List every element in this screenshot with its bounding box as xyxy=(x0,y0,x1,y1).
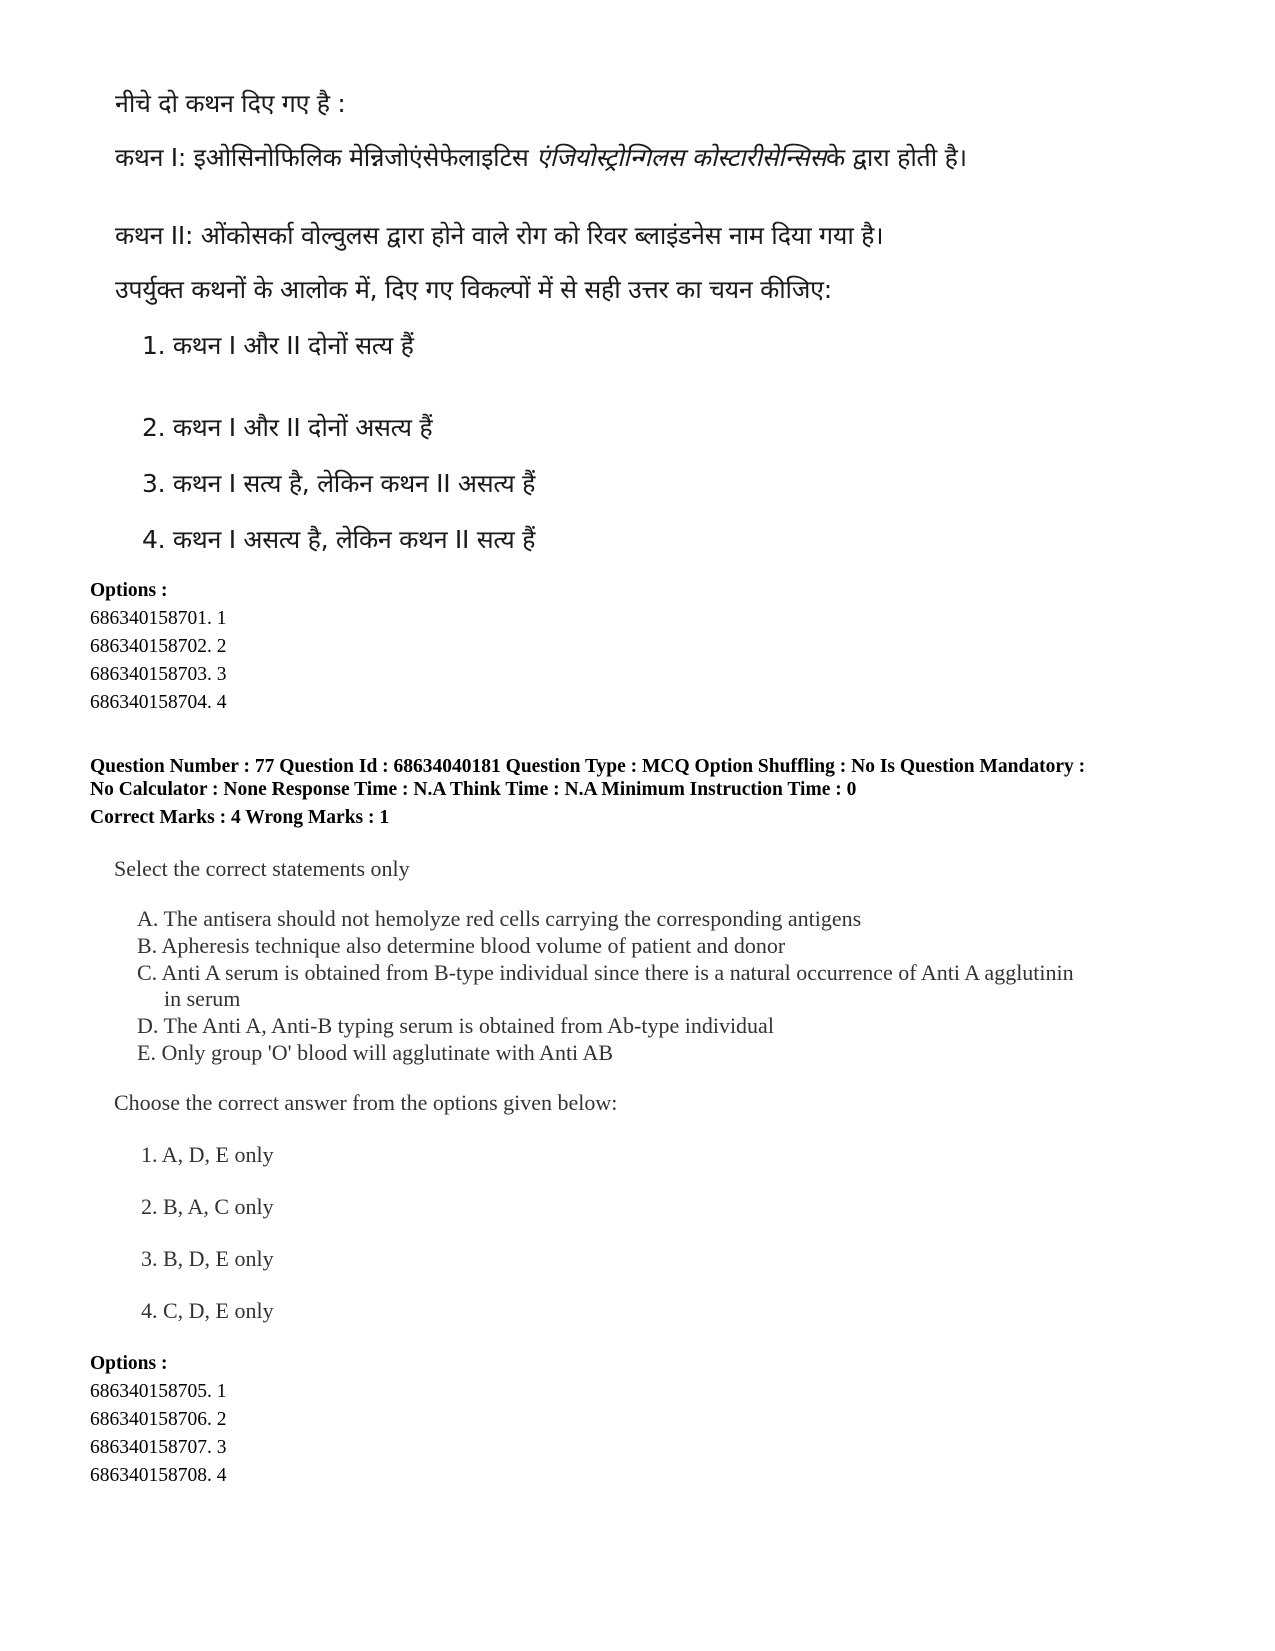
q77-choice-3: 3. B, D, E only xyxy=(141,1246,274,1271)
q76-statement-1-italic: एंजियोस्ट्रोन्गिलस कोस्टारीसेन्सिस xyxy=(536,143,826,172)
q77-option-2: 686340158706. 2 xyxy=(90,1409,227,1430)
q77-choice-2: 2. B, A, C only xyxy=(141,1194,274,1219)
q76-statement-1-suffix: के द्वारा होती है। xyxy=(825,143,967,172)
q77-meta-line-1: Question Number : 77 Question Id : 68634040181 Question Type : MCQ Option Shuffling : No Is Question Mandatory : xyxy=(90,756,1086,777)
q76-intro: नीचे दो कथन दिए गए है : xyxy=(115,89,346,118)
q76-option-2: 686340158702. 2 xyxy=(90,636,227,657)
q76-choice-3: 3. कथन I सत्य है, लेकिन कथन II असत्य हैं xyxy=(142,469,536,498)
q76-statement-1 xyxy=(115,140,967,174)
q76-instruction: उपर्युक्त कथनों के आलोक में, दिए गए विकल्पों में से सही उत्तर का चयन कीजिए: xyxy=(115,275,832,304)
q77-meta-line-3: Correct Marks : 4 Wrong Marks : 1 xyxy=(90,807,390,828)
q77-statement-e: E. Only group 'O' blood will agglutinate with Anti AB xyxy=(137,1040,614,1065)
q77-statement-c: C. Anti A serum is obtained from B-type individual since there is a natural occurrence of Anti A agglutinin xyxy=(137,960,1074,985)
q77-meta-line-2: No Calculator : None Response Time : N.A Think Time : N.A Minimum Instruction Time : 0 xyxy=(90,779,857,800)
q77-option-4: 686340158708. 4 xyxy=(90,1465,227,1486)
q76-option-3: 686340158703. 3 xyxy=(90,664,227,685)
q77-statement-c-cont: in serum xyxy=(164,986,241,1011)
q76-choice-2: 2. कथन I और II दोनों असत्य हैं xyxy=(142,413,433,442)
q77-option-1: 686340158705. 1 xyxy=(90,1381,227,1402)
q76-statement-1-prefix: कथन I: इओसिनोफिलिक मेन्निजोएंसेफेलाइटिस xyxy=(115,143,529,172)
q76-choice-1: 1. कथन I और II दोनों सत्य हैं xyxy=(142,331,414,360)
q77-choice-1: 1. A, D, E only xyxy=(141,1142,274,1167)
q77-options-label: Options : xyxy=(90,1353,168,1374)
q77-option-3: 686340158707. 3 xyxy=(90,1437,227,1458)
q77-statement-b: B. Apheresis technique also determine blood volume of patient and donor xyxy=(137,933,786,958)
q77-prompt: Select the correct statements only xyxy=(114,856,410,881)
q76-choice-4: 4. कथन I असत्य है, लेकिन कथन II सत्य हैं xyxy=(142,525,536,554)
q77-statement-a: A. The antisera should not hemolyze red cells carrying the corresponding antigens xyxy=(137,906,862,931)
q76-option-4: 686340158704. 4 xyxy=(90,692,227,713)
q76-statement-2: कथन II: ओंकोसर्का वोल्वुलस द्वारा होने वाले रोग को रिवर ब्लाइंडनेस नाम दिया गया है। xyxy=(115,221,884,250)
q77-instruction: Choose the correct answer from the options given below: xyxy=(114,1090,618,1115)
q76-option-1: 686340158701. 1 xyxy=(90,608,227,629)
q77-choice-4: 4. C, D, E only xyxy=(141,1298,274,1323)
q76-options-label: Options : xyxy=(90,580,168,601)
q77-statement-d: D. The Anti A, Anti-B typing serum is obtained from Ab-type individual xyxy=(137,1013,774,1038)
